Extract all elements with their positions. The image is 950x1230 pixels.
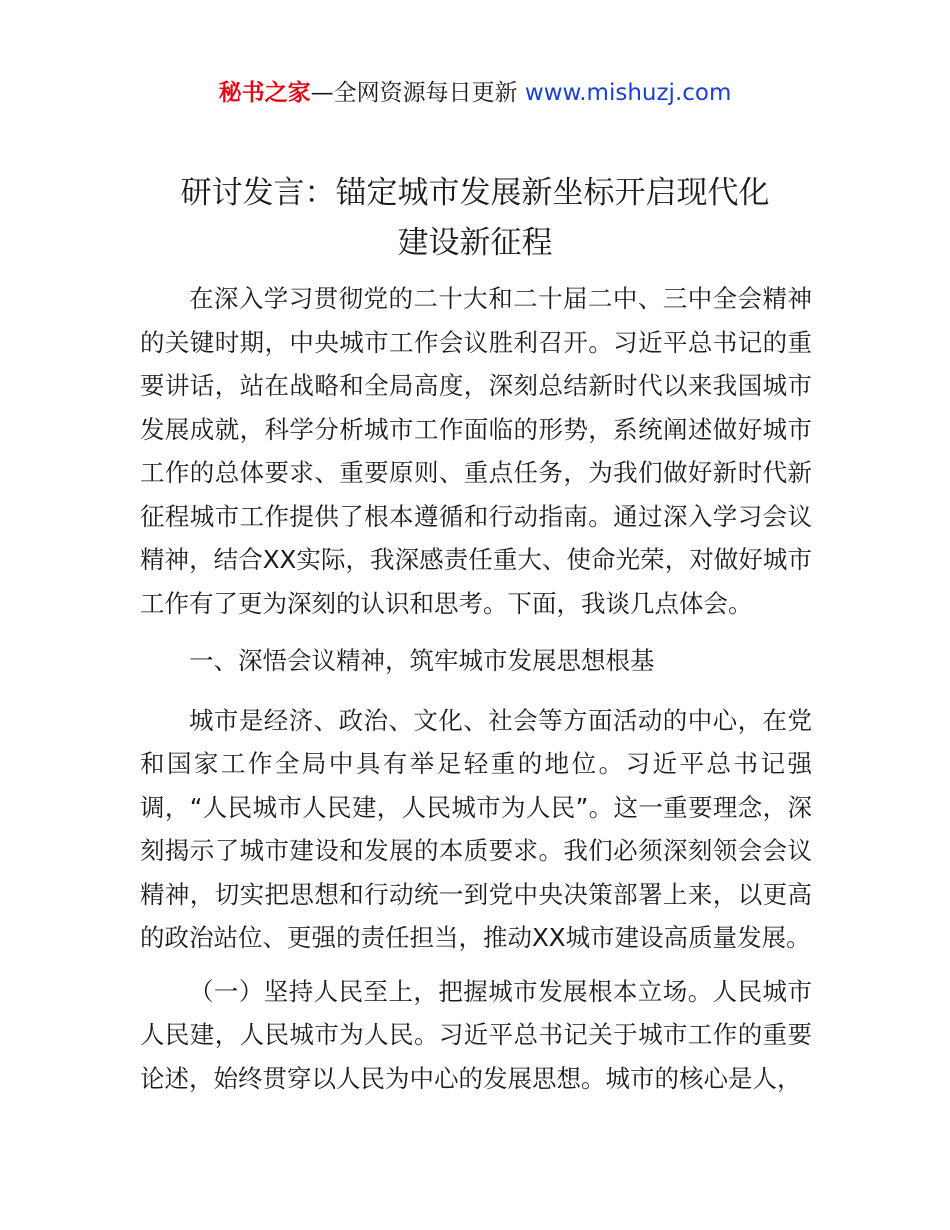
paragraph-section-1: 城市是经济、政治、文化、社会等方面活动的中心，在党和国家工作全局中具有举足轻重的地位。习近平总书记强调，“人民城市人民建，人民城市为人民”。这一重要理念，深刻揭示了城市建设和发展的本质要求。我们必须深刻领会会议精神，切实把思想和行动统一到党中央决策部署上来，以更高的政治站位、更强的责任担当，推动XX城市建设高质量发展。 xyxy=(140,705,812,952)
site-header xyxy=(0,78,950,108)
site-url-link[interactable]: www.mishuzj.com xyxy=(524,80,732,106)
document-title xyxy=(0,168,950,268)
paragraph-subsection-1: （一）坚持人民至上，把握城市发展根本立场。人民城市人民建，人民城市为人民。习近平总书记关于城市工作的重要论述，始终贯穿以人民为中心的发展思想。城市的核心是人， xyxy=(140,976,812,1093)
site-brand: 秘书之家 xyxy=(218,80,311,106)
section-heading-1: 一、深悟会议精神，筑牢城市发展思想根基 xyxy=(189,646,655,675)
paragraph-intro: 在深入学习贯彻党的二十大和二十届二中、三中全会精神的关键时期，中央城市工作会议胜利召开。习近平总书记的重要讲话，站在战略和全局高度，深刻总结新时代以来我国城市发展成就，科学分析城市工作面临的形势，系统阐述做好城市工作的总体要求、重要原则、重点任务，为我们做好新时代新征程城市工作提供了根本遵循和行动指南。通过深入学习会议精神，结合XX实际，我深感责任重大、使命光荣，对做好城市工作有了更为深刻的认识和思考。下面，我谈几点体会。 xyxy=(140,284,812,618)
site-tagline: —全网资源每日更新 xyxy=(310,80,518,106)
document-body xyxy=(140,277,812,1100)
title-line-2: 建设新征程 xyxy=(397,225,553,261)
title-line-1: 研讨发言：锚定城市发展新坐标开启现代化 xyxy=(180,175,770,211)
